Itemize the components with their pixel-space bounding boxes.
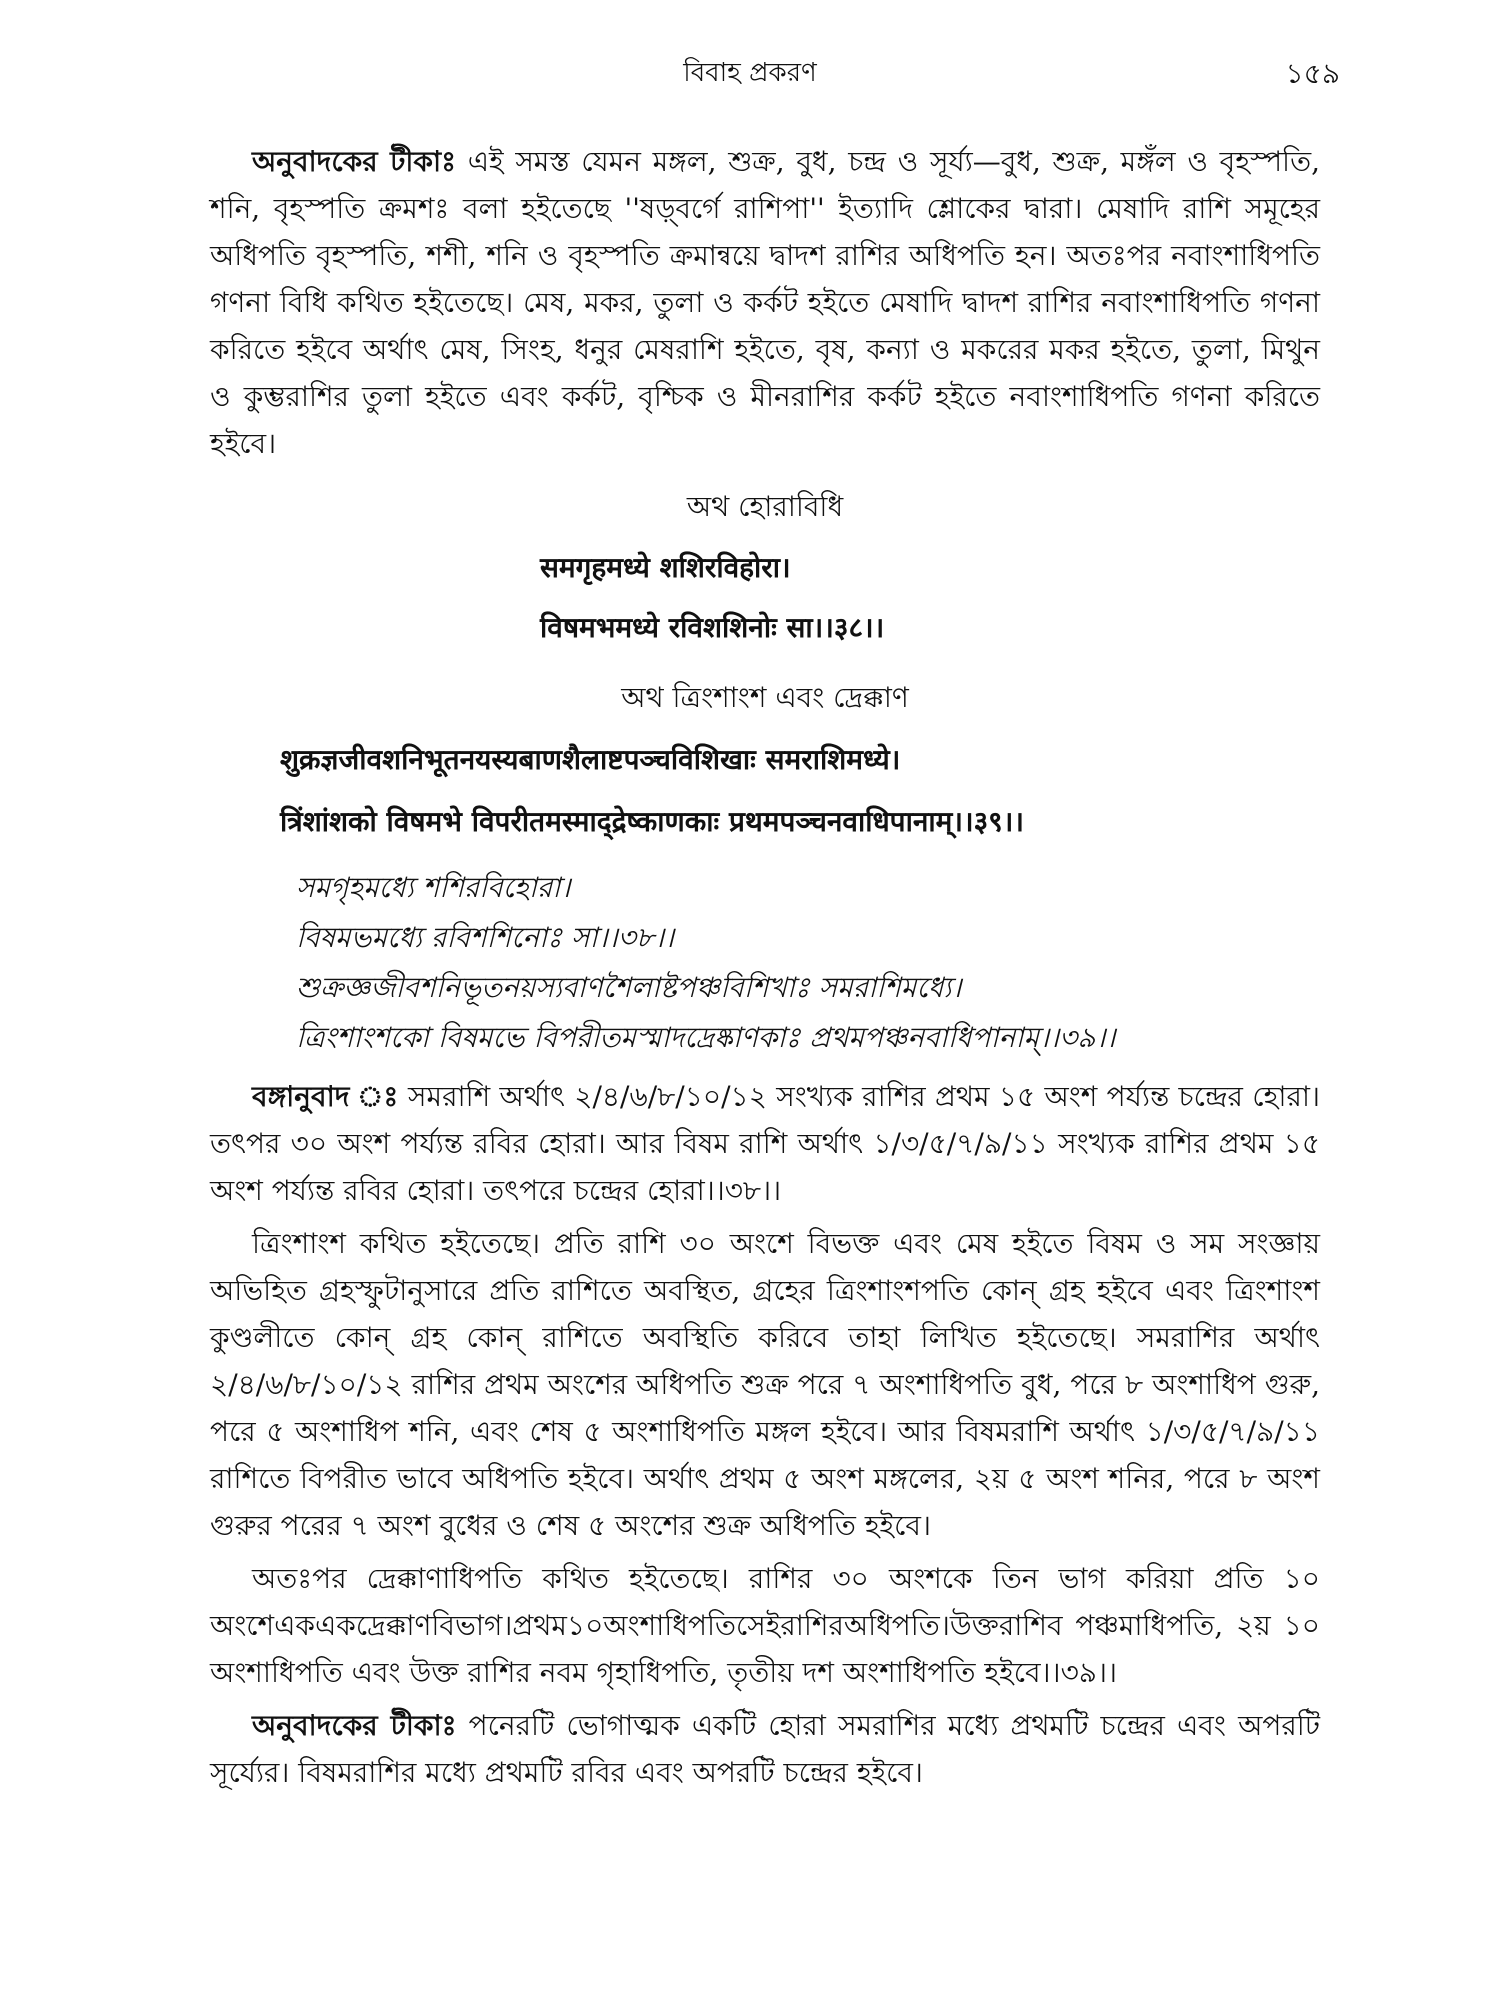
hora-verse-line-1: समगृहमध्ये शशिरविहोरा।	[540, 551, 791, 584]
bengali-translation	[210, 1073, 1320, 1214]
translator-commentary-1	[210, 138, 1320, 467]
page-number: ১৫৯	[1285, 57, 1340, 90]
trimshamsha-explanation: ত্রিংশাংশ কথিত হইতেছে। প্রতি রাশি ৩০ অংশে বিভক্ত এবং মেষ হইতে বিষম ও সম সংজ্ঞায় অভিহিত গ্রহস্ফুটানুসারে প্রতি রাশিতে অবস্থিত, গ্রহের ত্রিংশাংশপতি কোন্‌ গ্রহ হইবে এবং ত্রিংশাংশ কুণ্ডলীতে কোন্‌ গ্রহ কোন্‌ রাশিতে অবস্থিতি করিবে তাহা লিখিত হইতেছে। সমরাশির অর্থাৎ ২/৪/৬/৮/১০/১২ রাশির প্রথম অংশের অধিপতি শুক্র পরে ৭ অংশাধিপতি বুধ, পরে ৮ অংশাধিপ গুরু, পরে ৫ অংশাধিপ শনি, এবং শেষ ৫ অংশাধিপতি মঙ্গল হইবে। আর বিষমরাশি অর্থাৎ ১/৩/৫/৭/৯/১১ রাশিতে বিপরীত ভাবে অধিপতি হইবে। অর্থাৎ প্রথম ৫ অংশ মঙ্গলের, ২য় ৫ অংশ শনির, পরে ৮ অংশ গুরুর পরের ৭ অংশ বুধের ও শেষ ৫ অংশের শুক্র অধিপতি হইবে।	[210, 1227, 1320, 1542]
commentary-label-2: অনুবাদকের টীকাঃ	[252, 1709, 457, 1742]
translator-commentary-2	[210, 1702, 1320, 1796]
hora-heading: অথ হোরাবিধি	[686, 490, 844, 523]
commentary-label: অনুবাদকের টীকাঃ	[252, 145, 457, 178]
drekkana-explanation: অতঃপর দ্রেক্কাণাধিপতি কথিত হইতেছে। রাশির ৩০ অংশকে তিন ভাগ করিয়া প্রতি ১০ অংশেএকএকদ্রেক্কাণবিভাগ।প্রথম১০অংশাধিপতিসেইরাশিরঅধিপতি।উক্তরাশিব পঞ্চমাধিপতি, ২য় ১০ অংশাধিপতি এবং উক্ত রাশির নবম গৃহাধিপতি, তৃতীয় দশ অংশাধিপতি হইবে।।৩৯।।	[210, 1562, 1320, 1689]
trimshamsha-verse-line-2: त्रिंशांशको विषमभे विपरीतमस्माद्द्रेष्काणकाः प्रथमपञ्चनवाधिपानाम्।।३९।।	[280, 805, 1024, 838]
translation-label: বঙ্গানুবাদ ঃ	[252, 1080, 399, 1113]
commentary-text: এই সমস্ত যেমন মঙ্গল, শুক্র, বুধ, চন্দ্র ও সূর্য্য—বুধ, শুক্র, মঙ্গঁল ও বৃহস্পতি, শনি, বৃহস্পতি ক্রমশঃ বলা হইতেছে ''ষড়্‌বর্গে রাশিপা'' ইত্যাদি শ্লোকের দ্বারা। মেষাদি রাশি সমূহের অধিপতি বৃহস্পতি, শশী, শনি ও বৃহস্পতি ক্রমান্বয়ে দ্বাদশ রাশির অধিপতি হন। অতঃপর নবাংশাধিপতি গণনা বিধি কথিত হইতেছে। মেষ, মকর, তুলা ও কর্কট হইতে মেষাদি দ্বাদশ রাশির নবাংশাধিপতি গণনা করিতে হইবে অর্থাৎ মেষ, সিংহ, ধনুর মেষরাশি হইতে, বৃষ, কন্যা ও মকরের মকর হইতে, তুলা, মিথুন ও কুম্ভরাশির তুলা হইতে এবং কর্কট, বৃশ্চিক ও মীনরাশির কর্কট হইতে নবাংশাধিপতি গণনা করিতে হইবে।	[210, 145, 1320, 460]
trimshamsha-verse	[210, 729, 1320, 853]
trimshamsha-verse-line-1: शुक्रज्ञजीवशनिभूतनयस्यबाणशैलाष्टपञ्चविशिखाः समराशिमध्ये।	[280, 743, 901, 776]
hora-verse-line-2: विषमभमध्ये रविशशिनोः सा।।३८।।	[540, 611, 885, 644]
commentary-text-2: পনেরটি ভোগাত্মক একটি হোরা সমরাশির মধ্যে প্রথমটি চন্দ্রের এবং অপরটি সূর্য্যের। বিষমরাশির মধ্যে প্রথমটি রবির এবং অপরটি চন্দ্রের হইবে।	[210, 1709, 1320, 1789]
transliteration-line-2: বিষমভমধ্যে রবিশশিনোঃ সা।।৩৮।।	[296, 921, 675, 954]
trimshamsha-heading: অথ ত্রিংশাংশ এবং দ্রেক্কাণ	[621, 681, 909, 714]
transliteration-block	[210, 863, 1320, 1063]
transliteration-line-1: সমগৃহমধ্যে শশিরবিহোরা।	[296, 871, 571, 904]
translation-text: সমরাশি অর্থাৎ ২/৪/৬/৮/১০/১২ সংখ্যক রাশির প্রথম ১৫ অংশ পর্য্যন্ত চন্দ্রের হোরা। তৎপর ৩০ অংশ পর্য্যন্ত রবির হোরা। আর বিষম রাশি অর্থাৎ ১/৩/৫/৭/৯/১১ সংখ্যক রাশির প্রথম ১৫ অংশ পর্য্যন্ত রবির হোরা। তৎপরে চন্দ্রের হোরা।।৩৮।।	[210, 1080, 1320, 1207]
transliteration-line-4: ত্রিংশাংশকো বিষমভে বিপরীতমস্মাদদ্রেষ্কাণকাঃ প্রথমপঞ্চনবাধিপানাম্‌।।৩৯।।	[296, 1021, 1116, 1054]
hora-verse	[210, 538, 1320, 658]
running-head: বিবাহ প্রকরণ	[683, 58, 817, 88]
transliteration-line-3: শুক্রজ্ঞজীবশনিভূতনয়স্যবাণশৈলাষ্টপঞ্চবিশিখাঃ সমরাশিমধ্যে।	[296, 971, 962, 1004]
page-body	[210, 138, 1320, 1796]
